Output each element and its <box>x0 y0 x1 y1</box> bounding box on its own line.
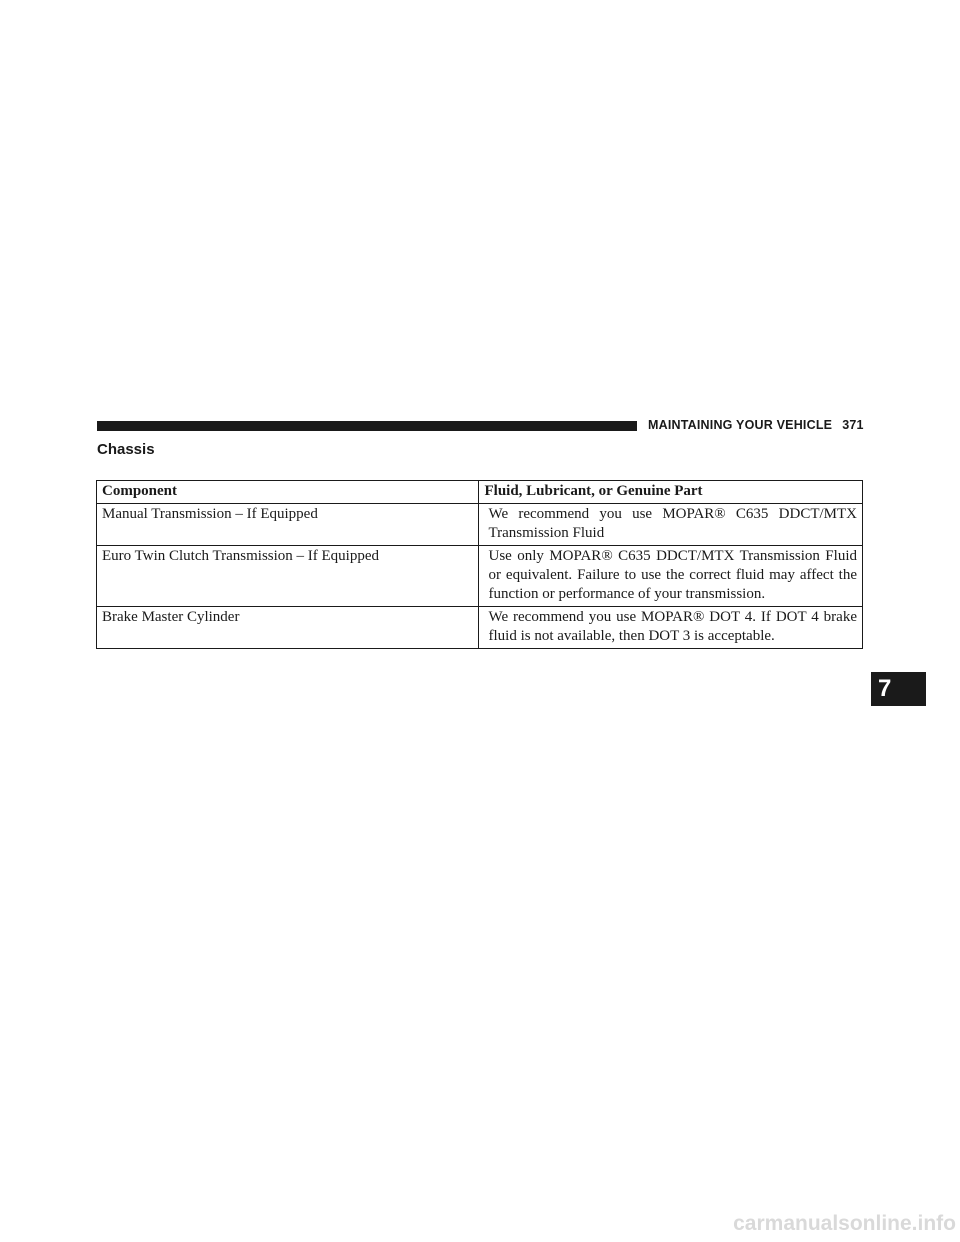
table-row <box>97 546 863 607</box>
column-header-component: Component <box>97 481 479 504</box>
component-cell: Manual Transmission – If Equipped <box>97 504 479 546</box>
table-row <box>97 607 863 649</box>
chapter-tab: 7 <box>871 672 926 706</box>
component-cell: Brake Master Cylinder <box>97 607 479 649</box>
fluid-cell: We recommend you use MOPAR® C635 DDCT/MTX Transmission Fluid <box>479 504 863 546</box>
section-title: Chassis <box>97 441 155 458</box>
column-header-fluid: Fluid, Lubricant, or Genuine Part <box>479 481 863 504</box>
table-header-row <box>97 481 863 504</box>
fluid-cell: We recommend you use MOPAR® DOT 4. If DOT 4 brake fluid is not available, then DOT 3 is acceptable. <box>479 607 863 649</box>
component-cell: Euro Twin Clutch Transmission – If Equipped <box>97 546 479 607</box>
watermark: carmanualsonline.info <box>733 1212 956 1235</box>
fluids-table <box>96 480 863 649</box>
page-number: 371 <box>842 418 864 432</box>
header-rule <box>97 421 637 431</box>
table-row <box>97 504 863 546</box>
running-header-title: MAINTAINING YOUR VEHICLE <box>648 418 833 432</box>
fluid-cell: Use only MOPAR® C635 DDCT/MTX Transmission Fluid or equivalent. Failure to use the correct fluid may affect the function or performance of your transmission. <box>479 546 863 607</box>
running-header <box>648 418 864 432</box>
